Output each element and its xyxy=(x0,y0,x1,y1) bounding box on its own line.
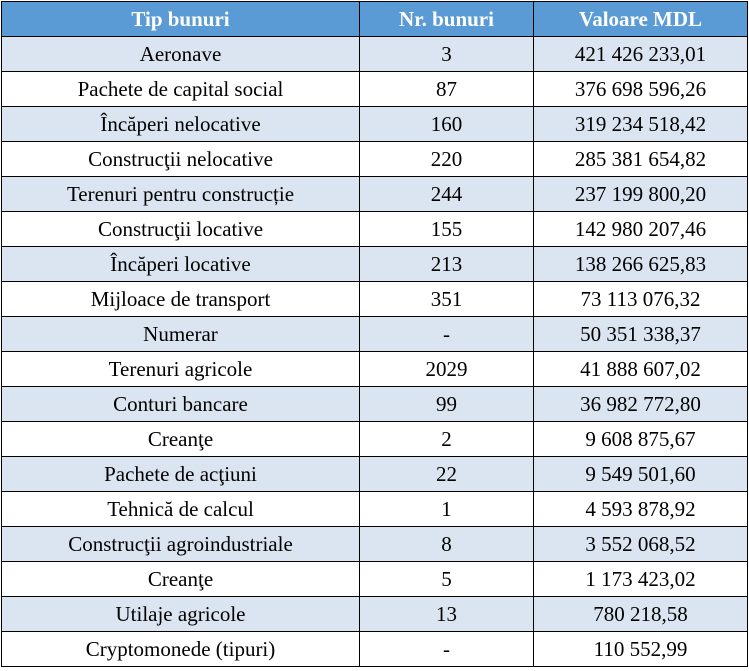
cell-tip-bunuri: Pachete de capital social xyxy=(2,72,360,107)
table-row xyxy=(2,352,748,387)
cell-tip-bunuri: Conturi bancare xyxy=(2,387,360,422)
cell-valoare-mdl: 237 199 800,20 xyxy=(534,177,748,212)
cell-tip-bunuri: Construcţii nelocative xyxy=(2,142,360,177)
cell-tip-bunuri: Încăperi locative xyxy=(2,247,360,282)
table-row xyxy=(2,457,748,492)
table-row xyxy=(2,37,748,72)
cell-tip-bunuri: Încăperi nelocative xyxy=(2,107,360,142)
cell-tip-bunuri: Aeronave xyxy=(2,37,360,72)
cell-valoare-mdl: 142 980 207,46 xyxy=(534,212,748,247)
cell-nr-bunuri: - xyxy=(360,317,534,352)
cell-valoare-mdl: 421 426 233,01 xyxy=(534,37,748,72)
assets-table xyxy=(1,1,748,667)
table-row xyxy=(2,422,748,457)
cell-tip-bunuri: Creanţe xyxy=(2,422,360,457)
cell-valoare-mdl: 376 698 596,26 xyxy=(534,72,748,107)
table-row xyxy=(2,177,748,212)
cell-tip-bunuri: Creanţe xyxy=(2,562,360,597)
cell-valoare-mdl: 138 266 625,83 xyxy=(534,247,748,282)
table-row xyxy=(2,212,748,247)
cell-nr-bunuri: 2 xyxy=(360,422,534,457)
cell-tip-bunuri: Terenuri agricole xyxy=(2,352,360,387)
cell-nr-bunuri: 13 xyxy=(360,597,534,632)
cell-tip-bunuri: Construcţii locative xyxy=(2,212,360,247)
cell-valoare-mdl: 319 234 518,42 xyxy=(534,107,748,142)
cell-nr-bunuri: 220 xyxy=(360,142,534,177)
cell-nr-bunuri: 8 xyxy=(360,527,534,562)
table-row xyxy=(2,142,748,177)
cell-nr-bunuri: 87 xyxy=(360,72,534,107)
cell-valoare-mdl: 285 381 654,82 xyxy=(534,142,748,177)
cell-nr-bunuri: 244 xyxy=(360,177,534,212)
cell-tip-bunuri: Utilaje agricole xyxy=(2,597,360,632)
cell-tip-bunuri: Tehnică de calcul xyxy=(2,492,360,527)
cell-tip-bunuri: Numerar xyxy=(2,317,360,352)
table-row xyxy=(2,562,748,597)
cell-valoare-mdl: 36 982 772,80 xyxy=(534,387,748,422)
cell-tip-bunuri: Pachete de acţiuni xyxy=(2,457,360,492)
header-row xyxy=(2,2,748,37)
table-row xyxy=(2,527,748,562)
cell-valoare-mdl: 1 173 423,02 xyxy=(534,562,748,597)
header-valoare-mdl: Valoare MDL xyxy=(534,2,748,37)
cell-nr-bunuri: 2029 xyxy=(360,352,534,387)
cell-valoare-mdl: 41 888 607,02 xyxy=(534,352,748,387)
cell-tip-bunuri: Cryptomonede (tipuri) xyxy=(2,632,360,667)
table-row xyxy=(2,492,748,527)
table-row xyxy=(2,247,748,282)
header-nr-bunuri: Nr. bunuri xyxy=(360,2,534,37)
cell-nr-bunuri: 351 xyxy=(360,282,534,317)
cell-nr-bunuri: 160 xyxy=(360,107,534,142)
table-row xyxy=(2,107,748,142)
cell-nr-bunuri: 1 xyxy=(360,492,534,527)
table-row xyxy=(2,597,748,632)
header-tip-bunuri: Tip bunuri xyxy=(2,2,360,37)
table-row xyxy=(2,282,748,317)
cell-nr-bunuri: 99 xyxy=(360,387,534,422)
cell-tip-bunuri: Mijloace de transport xyxy=(2,282,360,317)
cell-nr-bunuri: 3 xyxy=(360,37,534,72)
cell-tip-bunuri: Terenuri pentru construcție xyxy=(2,177,360,212)
cell-nr-bunuri: 155 xyxy=(360,212,534,247)
cell-nr-bunuri: - xyxy=(360,632,534,667)
cell-valoare-mdl: 50 351 338,37 xyxy=(534,317,748,352)
table-row xyxy=(2,72,748,107)
cell-valoare-mdl: 73 113 076,32 xyxy=(534,282,748,317)
table-header xyxy=(2,2,748,37)
cell-valoare-mdl: 9 608 875,67 xyxy=(534,422,748,457)
cell-valoare-mdl: 4 593 878,92 xyxy=(534,492,748,527)
table-body xyxy=(2,37,748,667)
cell-nr-bunuri: 5 xyxy=(360,562,534,597)
cell-tip-bunuri: Construcţii agroindustriale xyxy=(2,527,360,562)
table-row xyxy=(2,387,748,422)
cell-valoare-mdl: 3 552 068,52 xyxy=(534,527,748,562)
cell-nr-bunuri: 213 xyxy=(360,247,534,282)
table-row xyxy=(2,632,748,667)
table-row xyxy=(2,317,748,352)
cell-valoare-mdl: 780 218,58 xyxy=(534,597,748,632)
cell-valoare-mdl: 9 549 501,60 xyxy=(534,457,748,492)
cell-valoare-mdl: 110 552,99 xyxy=(534,632,748,667)
cell-nr-bunuri: 22 xyxy=(360,457,534,492)
